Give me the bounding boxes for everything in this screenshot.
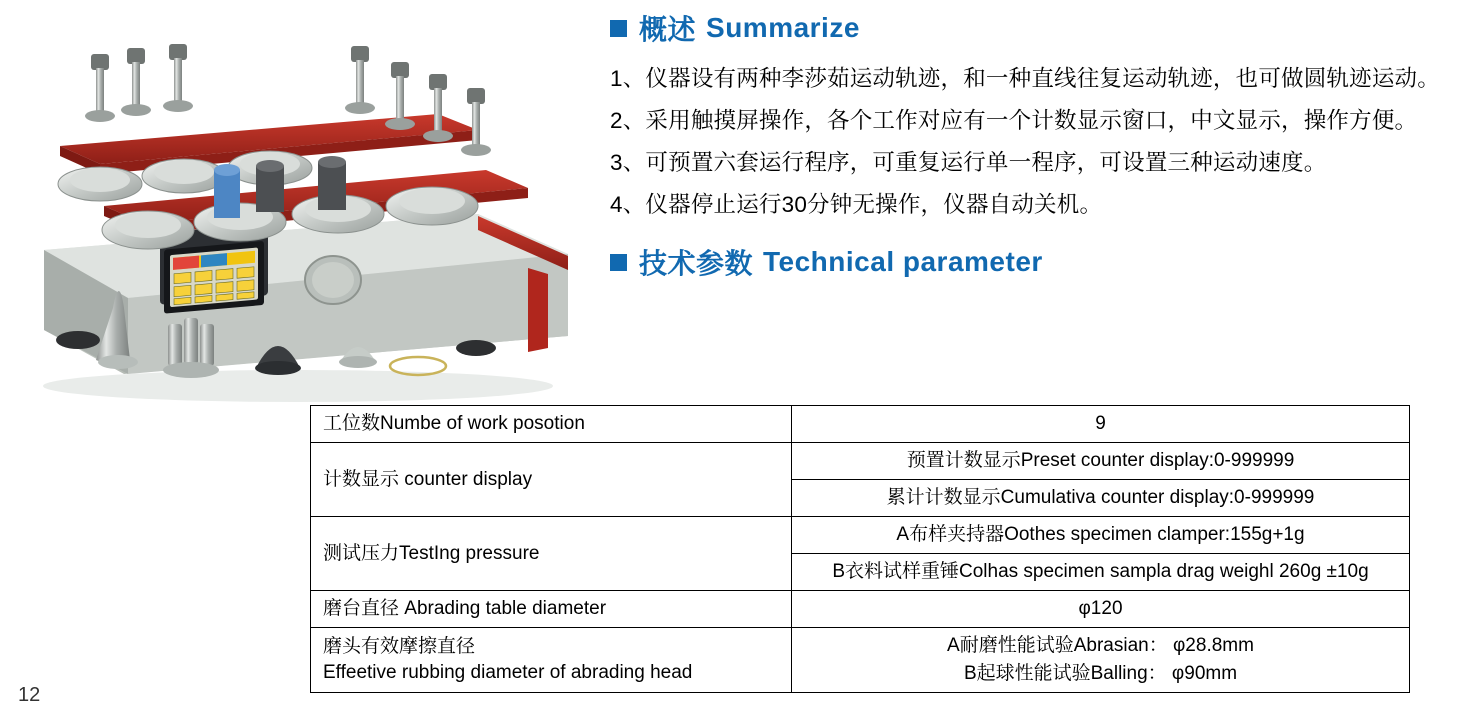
abrasion-testing-machine-illustration (8, 18, 588, 408)
table-row (311, 628, 1410, 693)
page-number: 12 (18, 684, 41, 706)
spec-label-rubbing-diameter-en: Effeetive rubbing diameter of abrading head (323, 662, 693, 683)
specification-table (310, 405, 1410, 693)
summarize-paragraph-3: 3、可预置六套运行程序，可重复运行单一程序，可设置三种运动速度。 (610, 150, 1327, 175)
spec-value-abrading-table-diameter: φ120 (792, 591, 1410, 628)
product-image (8, 18, 588, 408)
text-column (610, 0, 1465, 282)
summarize-heading-cn: 概述 (639, 14, 697, 45)
spec-label-testing-pressure: 测试压力TestIng pressure (311, 517, 792, 591)
spec-value-clamper-pressure: A布样夹持器Oothes specimen clamper:155g+1g (792, 517, 1410, 554)
spec-label-counter-display: 计数显示 counter display (311, 443, 792, 517)
spec-value-work-position: 9 (792, 406, 1410, 443)
square-bullet-icon (610, 254, 627, 271)
spec-value-rubbing-diameter (792, 628, 1410, 693)
table-row (311, 406, 1410, 443)
summarize-heading-en: Summarize (706, 12, 860, 43)
table-row (311, 591, 1410, 628)
table-row (311, 443, 1410, 480)
technical-parameter-heading (610, 242, 1465, 282)
summarize-body (610, 58, 1465, 226)
spec-value-abrasian: A耐磨性能试验Abrasian： φ28.8mm (947, 635, 1254, 656)
spec-label-rubbing-diameter-cn: 磨头有效摩擦直径 (323, 636, 476, 657)
spec-label-rubbing-diameter (311, 628, 792, 693)
spec-value-balling: B起球性能试验Balling： φ90mm (963, 663, 1238, 684)
summarize-paragraph-1: 1、仪器设有两种李莎茹运动轨迹，和一种直线往复运动轨迹，也可做圆轨迹运动。 (610, 66, 1440, 91)
table-row (311, 517, 1410, 554)
spec-label-work-position: 工位数Numbe of work posotion (311, 406, 792, 443)
technical-heading-cn: 技术参数 (639, 248, 754, 279)
square-bullet-icon (610, 20, 627, 37)
spec-label-abrading-table-diameter: 磨台直径 Abrading table diameter (311, 591, 792, 628)
summarize-heading (610, 8, 1465, 48)
spec-value-preset-counter: 预置计数显示Preset counter display:0-999999 (792, 443, 1410, 480)
spec-value-cumulative-counter: 累计计数显示Cumulativa counter display:0-999999 (792, 480, 1410, 517)
technical-heading-en: Technical parameter (763, 246, 1043, 277)
spec-value-drag-weight: B衣料试样重锤Colhas specimen sampla drag weighl 260g ±10g (792, 554, 1410, 591)
summarize-paragraph-2: 2、采用触摸屏操作，各个工作对应有一个计数显示窗口，中文显示，操作方便。 (610, 108, 1418, 133)
summarize-paragraph-4: 4、仪器停止运行30分钟无操作，仪器自动关机。 (610, 192, 1103, 217)
